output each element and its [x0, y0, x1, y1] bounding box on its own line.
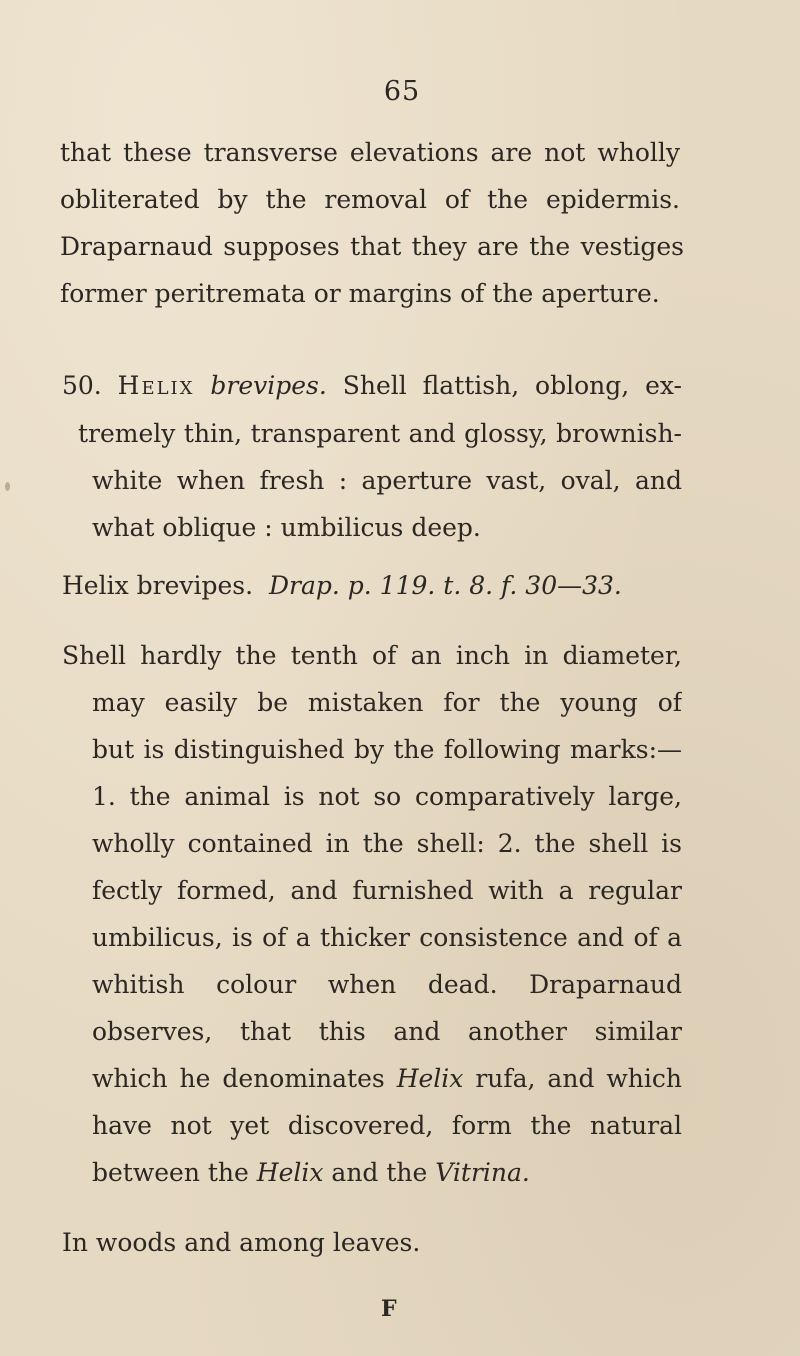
page-number: 65: [383, 76, 421, 107]
entry-line: tremely thin, transparent and glossy, brownish-: [78, 419, 682, 448]
synonym-name: Helix brevipes.: [62, 571, 254, 600]
entry-number: 50.: [62, 371, 102, 400]
description-line: wholly contained in the shell: 2. the shell is: [92, 829, 682, 858]
description-line: 1. the animal is not so comparatively large,: [92, 782, 682, 811]
description-line: between the Helix and the Vitrina.: [92, 1158, 530, 1187]
synonym-line: [62, 569, 622, 603]
description-line: observes, that this and another similar: [92, 1017, 682, 1046]
paragraph-line: former peritremata or margins of the aperture.: [60, 279, 660, 308]
entry-line: white when fresh : aperture vast, oval, and: [92, 466, 682, 495]
species-entry-heading: [62, 369, 682, 403]
description-line: which he denominates Helix rufa, and which: [92, 1064, 682, 1093]
description-line: Shell hardly the tenth of an inch in diameter,: [62, 641, 682, 670]
description-line: may easily be mistaken for the young of: [92, 688, 682, 717]
description-line: whitish colour when dead. Draparnaud: [92, 970, 682, 999]
genus-name: Helix: [117, 371, 195, 400]
entry-line: what oblique : umbilicus deep.: [92, 513, 481, 542]
genus-reference: Helix: [396, 1064, 464, 1093]
genus-reference: Vitrina.: [435, 1158, 530, 1187]
paragraph-line: obliterated by the removal of the epidermis.: [60, 185, 680, 214]
genus-reference: Helix: [256, 1158, 324, 1187]
synonym-reference: Drap. p. 119. t. 8. f. 30—33.: [268, 571, 622, 600]
paragraph-line: Draparnaud supposes that they are the vestiges: [60, 232, 684, 261]
species-name: brevipes.: [210, 371, 327, 400]
paper-blemish: [5, 482, 10, 491]
entry-description: Shell flattish, oblong, ex-: [342, 371, 682, 400]
paragraph-line: that these transverse elevations are not wholly: [60, 138, 680, 167]
habitat-line: In woods and among leaves.: [62, 1228, 421, 1257]
description-line: have not yet discovered, form the natural: [92, 1111, 682, 1140]
description-line: but is distinguished by the following marks:—: [92, 735, 682, 764]
description-line: umbilicus, is of a thicker consistence and of a: [92, 923, 682, 952]
description-line: fectly formed, and furnished with a regular: [92, 876, 682, 905]
signature-mark: F: [381, 1296, 397, 1322]
